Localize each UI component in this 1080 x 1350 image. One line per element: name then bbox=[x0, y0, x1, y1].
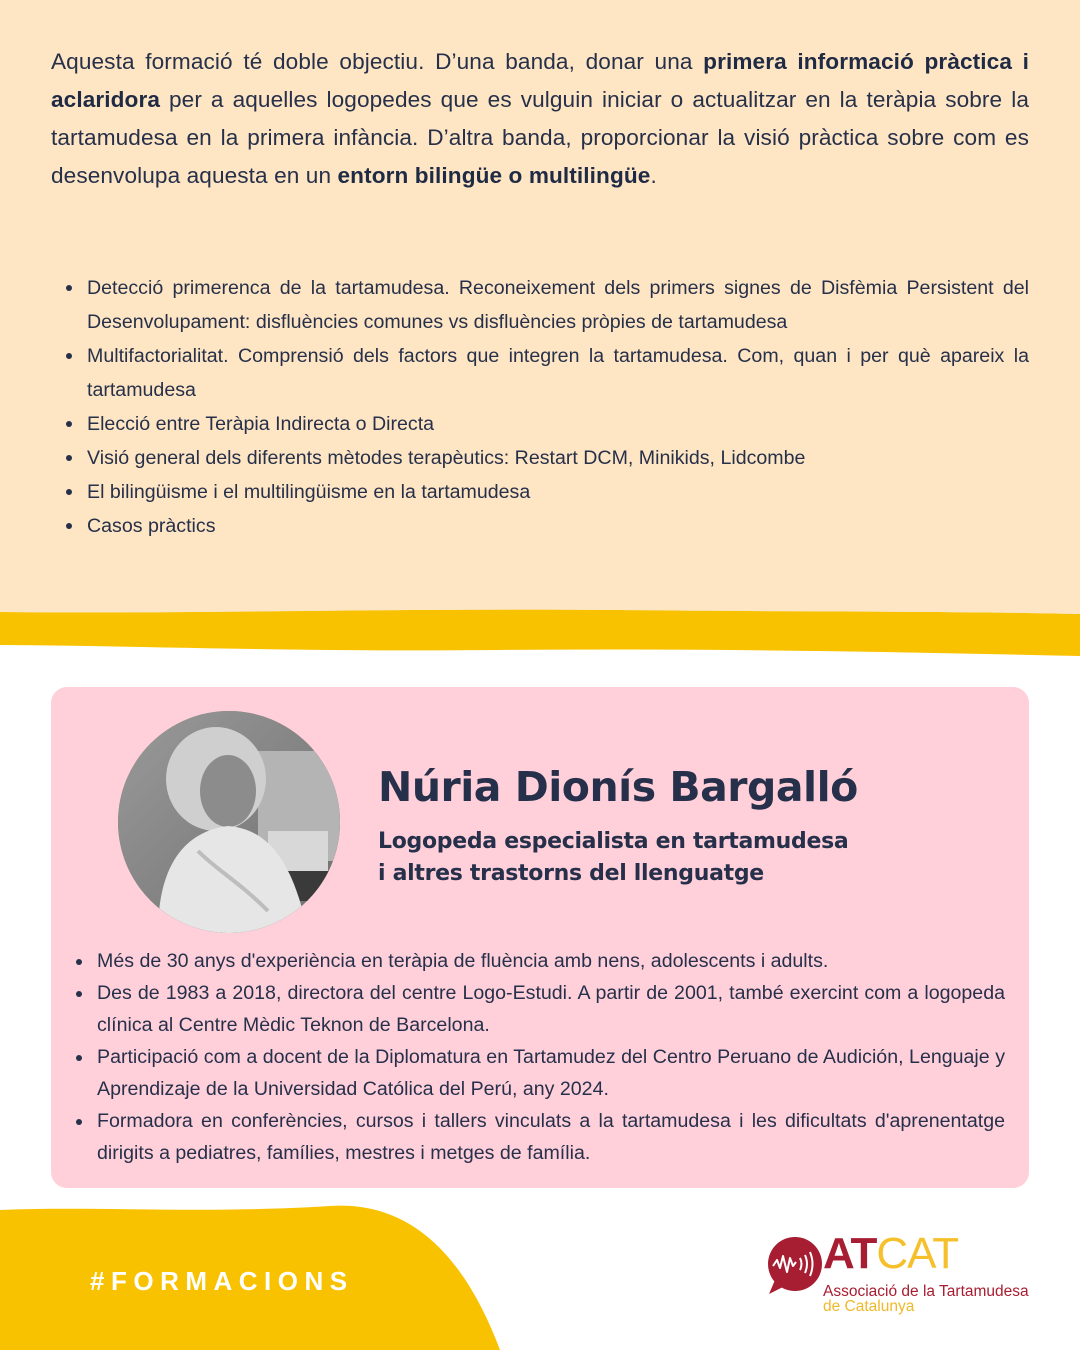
topic-item: Detecció primerenca de la tartamudesa. Reconeixement dels primers signes de Disfèmia Persistent del Desenvolupament: disfluències comunes vs disfluències pròpies de tartamudesa bbox=[87, 271, 1029, 339]
bio-item: Formadora en conferències, cursos i tallers vinculats a la tartamudesa i les dificultats d'aprenentatge dirigits a pediatres, famílies, mestres i metges de família. bbox=[97, 1105, 1005, 1169]
intro-text-2: per a aquelles logopedes que es vulguin iniciar o actualitzar en la teràpia sobre la tartamudesa en la primera infància. D’altra banda, proporcionar la visió pràctica sobre com es desenvolupa aquesta en un bbox=[51, 87, 1029, 188]
logo-subtitle-line-1: Associació de la Tartamudesa bbox=[823, 1283, 1029, 1300]
yellow-wave-divider bbox=[0, 600, 1080, 670]
speaker-bio-list bbox=[61, 945, 1005, 1169]
bio-item: Participació com a docent de la Diplomatura en Tartamudez del Centro Peruano de Audición, Lenguaje y Aprendizaje de la Universidad Católica del Perú, any 2024. bbox=[97, 1041, 1005, 1105]
intro-paragraph bbox=[51, 43, 1029, 195]
speaker-photo bbox=[118, 711, 340, 933]
intro-text-3: . bbox=[650, 163, 657, 188]
topic-item: Multifactorialitat. Comprensió dels factors que integren la tartamudesa. Com, quan i per què apareix la tartamudesa bbox=[87, 339, 1029, 407]
topic-item: Visió general dels diferents mètodes terapèutics: Restart DCM, Minikids, Lidcombe bbox=[87, 441, 1029, 475]
speaker-name: Núria Dionís Bargalló bbox=[378, 763, 858, 811]
atcat-logo[interactable] bbox=[765, 1229, 1045, 1322]
logo-subtitle-line-2: de Catalunya bbox=[823, 1298, 915, 1315]
topics-list bbox=[51, 271, 1029, 543]
bio-item: Des de 1983 a 2018, directora del centre Logo-Estudi. A partir de 2001, també exercint com a logopeda clínica al Centre Mèdic Teknon de Barcelona. bbox=[97, 977, 1005, 1041]
speaker-role-line-1: Logopeda especialista en tartamudesa bbox=[378, 829, 849, 854]
bio-item: Més de 30 anys d'experiència en teràpia de fluència amb nens, adolescents i adults. bbox=[97, 945, 1005, 977]
speaker-role bbox=[378, 826, 848, 890]
intro-text-1: Aquesta formació té doble objectiu. D’una banda, donar una bbox=[51, 49, 704, 74]
hashtag-label: #FORMACIONS bbox=[90, 1266, 354, 1296]
topic-item: Casos pràctics bbox=[87, 509, 1029, 543]
topic-item: Elecció entre Teràpia Indirecta o Directa bbox=[87, 407, 1029, 441]
intro-highlight-2: entorn bilingüe o multilingüe bbox=[337, 163, 651, 188]
intro-highlight-1: primera informació pràctica i aclaridora bbox=[51, 49, 1029, 112]
logo-word-at: AT bbox=[823, 1229, 877, 1278]
logo-wordmark bbox=[823, 1230, 958, 1278]
portrait-photo-icon bbox=[118, 711, 340, 933]
topic-item: El bilingüisme i el multilingüisme en la tartamudesa bbox=[87, 475, 1029, 509]
speaker-role-line-2: i altres trastorns del llenguatge bbox=[378, 861, 764, 886]
speech-bubble-soundwave-icon bbox=[765, 1236, 823, 1296]
logo-word-cat: CAT bbox=[876, 1229, 959, 1278]
